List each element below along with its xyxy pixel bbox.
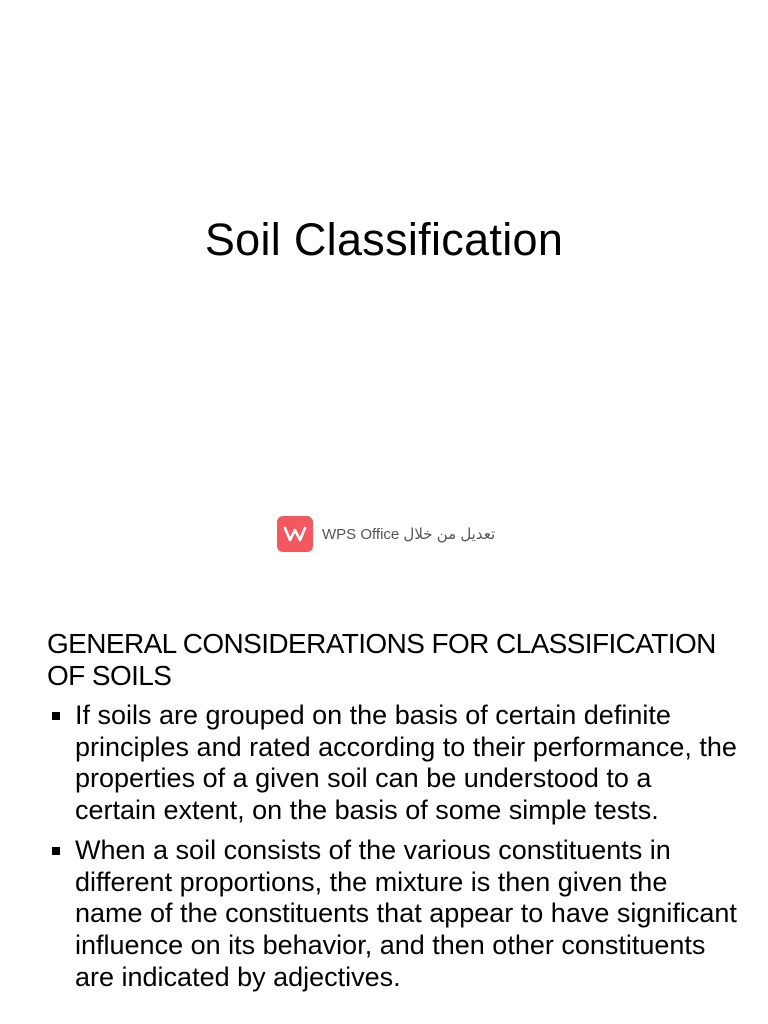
slide-title: Soil Classification: [204, 214, 564, 265]
square-bullet-icon: [52, 847, 60, 855]
square-bullet-icon: [52, 712, 60, 720]
slide-heading: GENERAL CONSIDERATIONS FOR CLASSIFICATION OF SOILS: [47, 628, 716, 691]
content-slide: [0, 580, 768, 1024]
wps-w-glyph: [283, 525, 307, 543]
bullet-item: [47, 700, 737, 827]
bullet-text: When a soil consists of the various constituents in different proportions, the mixture is then given the name of the constituents that appear to have significant influence on its behavior, and then other constituents are indicated by adjectives.: [75, 834, 737, 992]
bullet-item: [47, 835, 737, 994]
wps-office-badge[interactable]: [277, 516, 495, 552]
wps-logo-icon: [277, 516, 313, 552]
wps-badge-text: تعديل من خلال WPS Office: [322, 526, 496, 543]
bullet-text: If soils are grouped on the basis of certain definite principles and rated according to their performance, the properties of a given soil can be understood to a certain extent, on the basis of some simple tests.: [75, 700, 737, 826]
bullet-list: [47, 700, 737, 1001]
